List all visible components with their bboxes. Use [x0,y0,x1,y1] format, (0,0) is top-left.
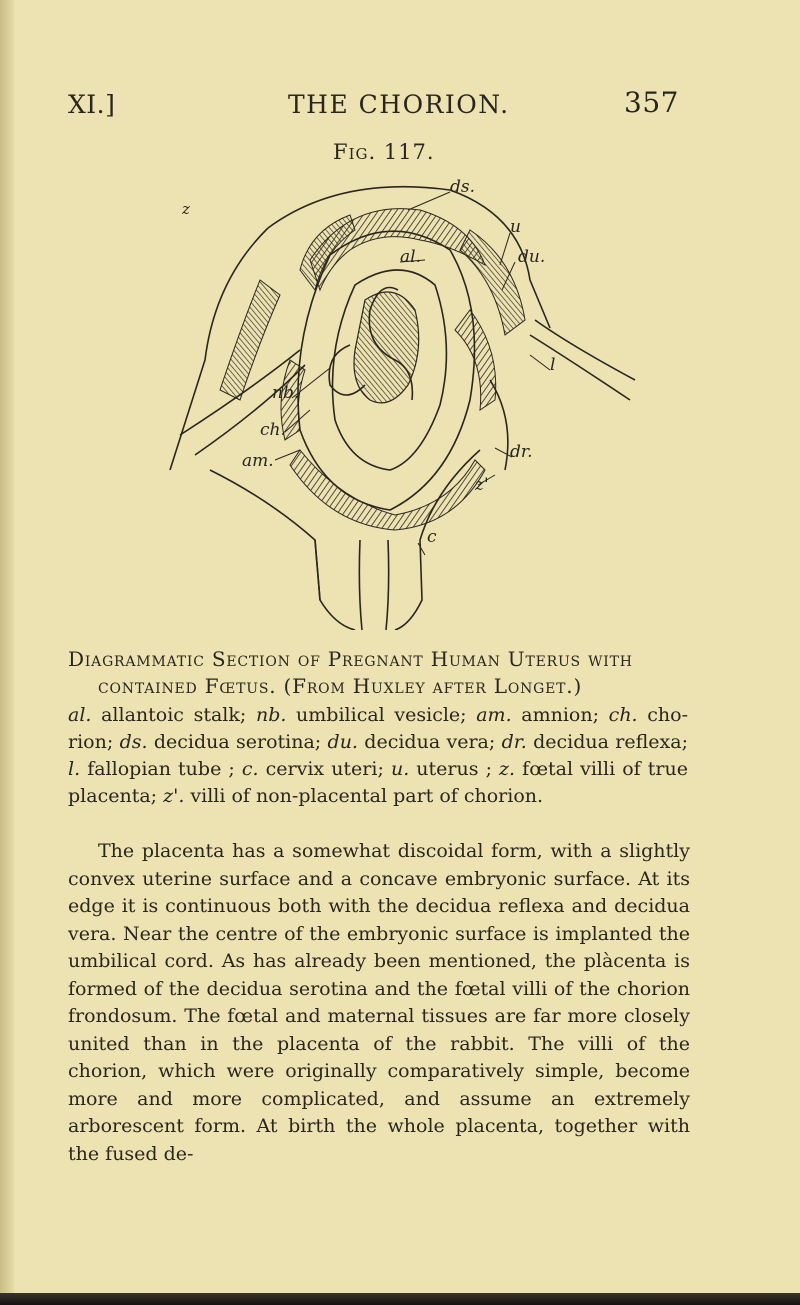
placenta [310,209,485,290]
legend-abbr: ch. [608,704,638,726]
legend-abbr: u. [390,758,410,780]
legend-text: cervix uteri; [258,758,391,780]
label-c: c [427,527,437,547]
page-number: 357 [624,86,679,119]
uterus-section-diagram [150,170,650,630]
label-am: am. [242,451,274,471]
label-ds: ds. [450,177,476,197]
legend-abbr: z'. [163,785,185,807]
label-z-prime: z' [475,475,489,495]
caption-title-line2: contained Fœtus. (From Huxley after Longet.) [98,674,583,698]
legend-abbr: dr. [501,731,527,753]
body-paragraph: The placenta has a somewhat discoidal form, with a slightly convex uterine surface and a concave embryonic surface. At its edge it is continuous both with the decidua reflexa and decidua vera. Near the centre of the embryonic surface is implanted the umbilical cord. As has already been mentioned, the plàcenta is formed of the decidua serotina and the fœtal villi of the chorion frondosum. The fœtal and maternal tissues are far more closely united than in the placenta of the rabbit. The villi of the chorion, which were originally comparatively simple, become more and more complicated, and assume an extremely arborescent form. At birth the whole placenta, together with the fused de- [68,840,690,1165]
page-edge [0,0,14,1305]
decidua-vera-left [220,280,280,400]
label-l: l [550,355,556,375]
legend-abbr: nb. [255,704,287,726]
legend-text: umbilical vesicle; [286,704,477,726]
label-du: du. [518,247,546,267]
figure-label: Fig. 117. [333,140,435,164]
legend-text: allantoic stalk; [91,704,256,726]
legend-text: fœtal villi of true placenta; [68,758,688,807]
page-bottom-edge [0,1293,800,1305]
legend-abbr: al. [68,704,92,726]
label-z: z [182,200,190,218]
running-title: THE CHORION. [288,90,510,119]
legend-text: uterus ; [409,758,500,780]
legend-text: villi of non-placental part of chorion. [184,785,544,807]
legend-abbr: c. [241,758,259,780]
section-number: XI.] [68,90,116,119]
legend-text: decidua vera; [357,731,502,753]
cervix-left [210,470,320,600]
legend-abbr: ds. [119,731,148,753]
label-al: al. [400,247,421,267]
legend-abbr: du. [327,731,358,753]
figure-legend [68,702,688,810]
chorion-villi-lower [290,450,485,530]
label-u: u [510,217,521,237]
legend-abbr: l. [68,758,81,780]
legend-text: decidua reflexa; [526,731,688,753]
caption-title-line1: Diagrammatic Section of Pregnant Human Uterus with [68,647,633,671]
label-dr: dr. [510,442,533,462]
label-nb: nb. [272,383,300,403]
label-ch: ch. [260,420,286,440]
legend-text: decidua serotina; [147,731,328,753]
foetus [354,292,419,403]
body-text [68,838,690,1168]
legend-text: amnion; [511,704,609,726]
legend-text: cho-rion; [68,704,688,753]
legend-abbr: z. [499,758,516,780]
legend-text: fallopian tube ; [80,758,242,780]
figure-caption-title [68,646,688,700]
legend-abbr: am. [476,704,512,726]
